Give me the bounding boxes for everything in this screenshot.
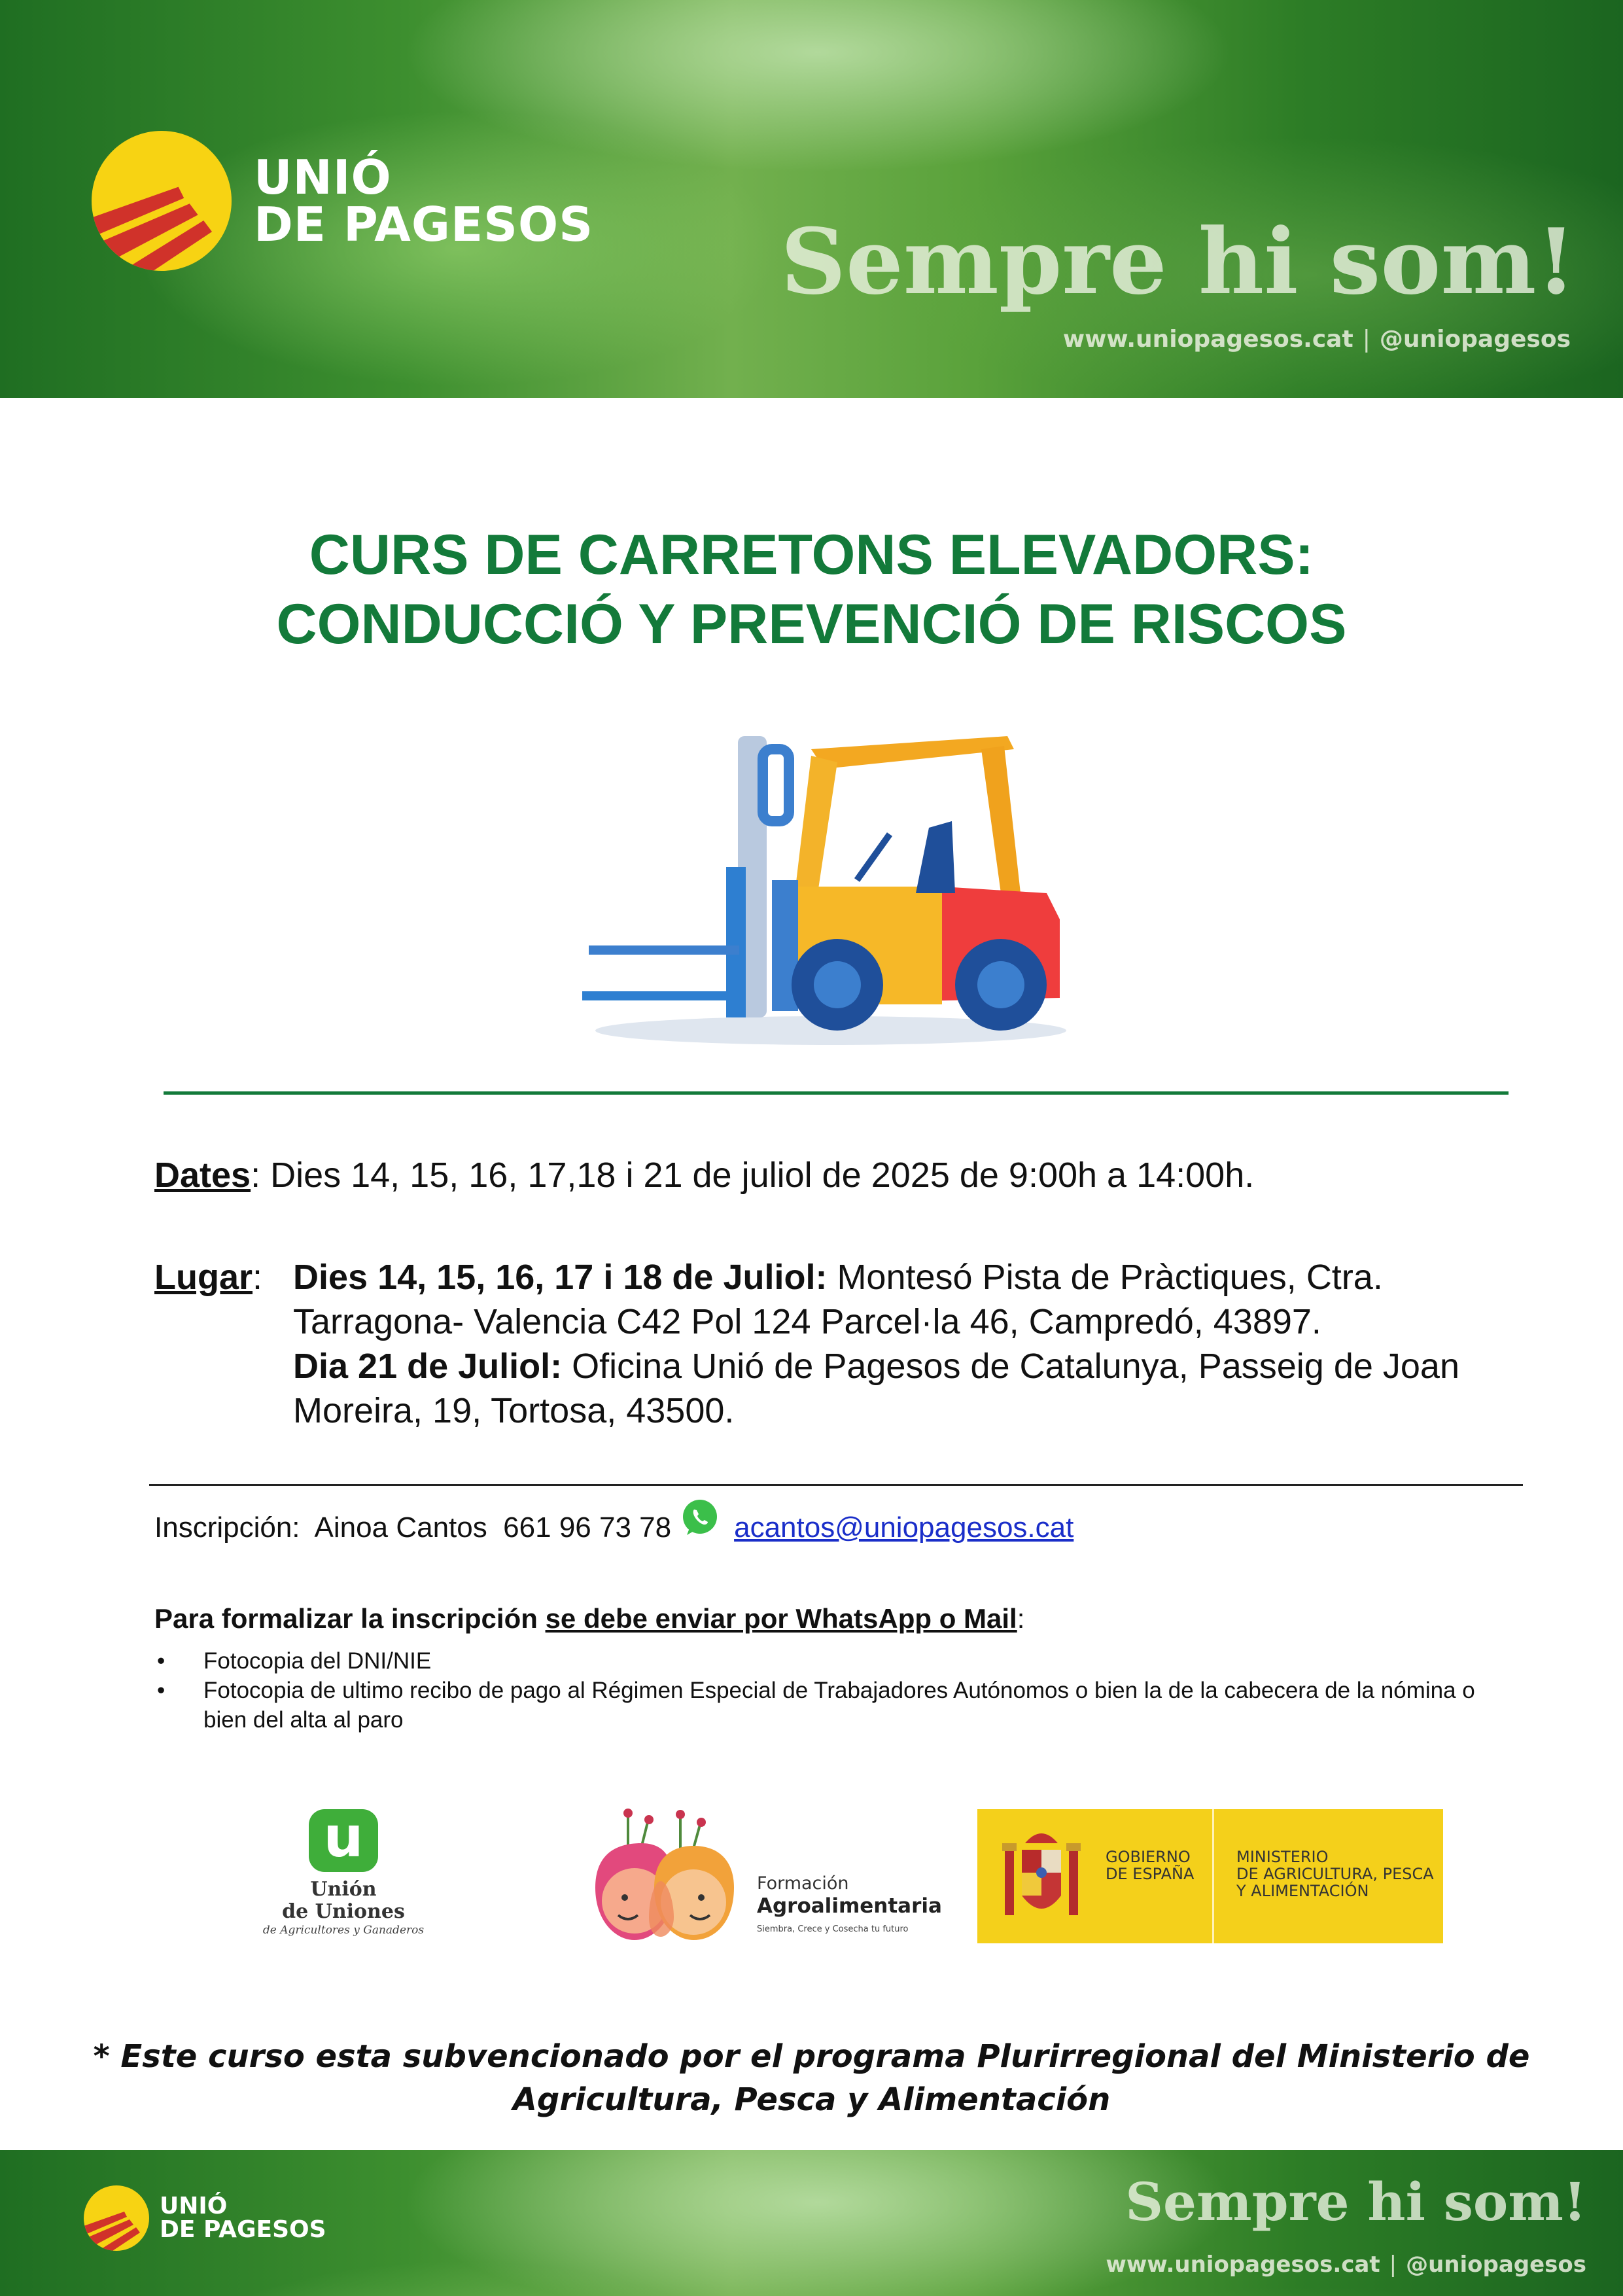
formalizar-underlined: se debe enviar por WhatsApp o Mail	[545, 1603, 1017, 1634]
unio-pagesos-logo[interactable]	[92, 131, 593, 271]
header-weblinks	[1063, 326, 1571, 353]
gobierno-ministerio-logo	[977, 1809, 1443, 1943]
formalizar-lead: Para formalizar la inscripción	[154, 1603, 546, 1634]
list-item	[154, 1676, 1489, 1735]
slogan: Sempre hi som!	[780, 208, 1576, 315]
email-link[interactable]: acantos@uniopagesos.cat	[734, 1511, 1074, 1544]
footer-logo-line1: UNIÓ	[160, 2193, 228, 2219]
gobierno-left	[977, 1809, 1214, 1943]
footer-unio-pagesos-logo[interactable]	[84, 2185, 326, 2251]
spain-coat-of-arms-icon	[996, 1824, 1087, 1928]
lugar-colon: :	[253, 1258, 263, 1297]
bullet-icon: •	[157, 1678, 166, 1703]
lugar-body	[293, 1255, 1510, 1433]
lugar-label: Lugar	[154, 1258, 253, 1297]
lugar-block	[154, 1255, 1510, 1433]
formacion-line3: Siembra, Crece y Cosecha tu futuro	[757, 1924, 909, 1934]
forklift-illustration	[576, 723, 1086, 1050]
bullet-icon: •	[157, 1648, 166, 1674]
union-line1: Unión	[310, 1878, 377, 1901]
ministerio-line2: DE AGRICULTURA, PESCA	[1236, 1865, 1434, 1883]
unio-pagesos-emblem-icon	[92, 131, 232, 271]
footer-logo-line2: DE PAGESOS	[160, 2216, 326, 2243]
footnote-line1: * Este curso esta subvencionado por el programa Plurirregional del Ministerio de	[93, 2038, 1530, 2075]
footer-website-link[interactable]: www.uniopagesos.cat	[1106, 2252, 1380, 2278]
ministerio-line1: MINISTERIO	[1236, 1848, 1329, 1866]
course-title-line2: CONDUCCIÓ Y PREVENCIÓ DE RISCOS	[276, 593, 1347, 656]
union-line3: de Agricultores y Ganaderos	[262, 1924, 425, 1937]
green-divider	[164, 1091, 1509, 1095]
ministerio-line3: Y ALIMENTACIÓN	[1236, 1882, 1369, 1900]
lugar-place1	[293, 1255, 1510, 1344]
union-u-mark: u	[309, 1809, 378, 1872]
formalizar-colon: :	[1017, 1603, 1025, 1634]
whatsapp-icon[interactable]	[680, 1498, 720, 1538]
separator: |	[1362, 326, 1370, 353]
gobierno-line1: GOBIERNO	[1106, 1848, 1191, 1866]
lugar-place1-text: Montesó Pista de Pràctiques, Ctra. Tarragona- Valencia C42 Pol 124 Parcel·la 46, Campredó, 43897.	[293, 1258, 1383, 1341]
black-divider	[149, 1484, 1523, 1486]
formacion-faces-icon	[589, 1803, 739, 1953]
header-banner	[0, 0, 1623, 398]
inscripcion-contact: Inscripción: Ainoa Cantos 661 96 73 78	[154, 1511, 672, 1544]
social-handle[interactable]: @uniopagesos	[1379, 326, 1571, 353]
website-link[interactable]: www.uniopagesos.cat	[1062, 326, 1353, 353]
footnote-line2: Agricultura, Pesca y Alimentación	[512, 2081, 1111, 2118]
dates-label: Dates	[154, 1156, 251, 1195]
lugar-place1-label: Dies 14, 15, 16, 17 i 18 de Juliol:	[293, 1258, 828, 1297]
footer-unio-pagesos-emblem-icon	[84, 2185, 149, 2251]
dates-text: : Dies 14, 15, 16, 17,18 i 21 de juliol de 2025 de 9:00h a 14:00h.	[251, 1156, 1255, 1195]
lugar-place2-label: Dia 21 de Juliol:	[293, 1347, 563, 1386]
requirement-text: Fotocopia del DNI/NIE	[203, 1648, 432, 1674]
footer-banner	[0, 2150, 1623, 2296]
footer-social-handle[interactable]: @uniopagesos	[1406, 2252, 1586, 2278]
logo-line2: DE PAGESOS	[254, 197, 594, 252]
ministerio-text	[1214, 1809, 1434, 1943]
lugar-place2-text: Oficina Unió de Pagesos de Catalunya, Passeig de Joan Moreira, 19, Tortosa, 43500.	[293, 1347, 1459, 1430]
formacion-agroalimentaria-logo	[589, 1803, 942, 1953]
course-title	[0, 520, 1623, 659]
logo-line1: UNIÓ	[254, 150, 392, 205]
inscripcion-line	[154, 1511, 1073, 1544]
dates-line	[154, 1153, 1254, 1197]
union-line2: de Uniones	[282, 1900, 405, 1923]
lugar-label-wrap	[154, 1255, 293, 1433]
lugar-place2	[293, 1344, 1510, 1433]
requirement-text: Fotocopia de ultimo recibo de pago al Régimen Especial de Trabajadores Autónomos o bien la de la cabecera de la nómina o bien del alta al paro	[203, 1678, 1475, 1733]
union-de-uniones-logo	[262, 1805, 425, 1947]
footer-unio-pagesos-wordmark	[160, 2195, 326, 2242]
formalizar-line	[154, 1603, 1024, 1634]
formacion-line1: Formación	[757, 1873, 849, 1894]
footer-separator: |	[1389, 2252, 1397, 2278]
unio-pagesos-wordmark	[254, 150, 594, 252]
course-title-line1: CURS DE CARRETONS ELEVADORS:	[309, 523, 1314, 586]
footer-weblinks	[1106, 2252, 1586, 2278]
gobierno-line2: DE ESPAÑA	[1106, 1865, 1195, 1883]
formacion-line2: Agroalimentaria	[757, 1894, 942, 1918]
footer-slogan: Sempre hi som!	[1125, 2171, 1586, 2233]
subsidy-footnote	[0, 2035, 1623, 2121]
gobierno-text	[1106, 1848, 1194, 1882]
list-item	[154, 1646, 1489, 1676]
requirements-list	[154, 1646, 1489, 1735]
